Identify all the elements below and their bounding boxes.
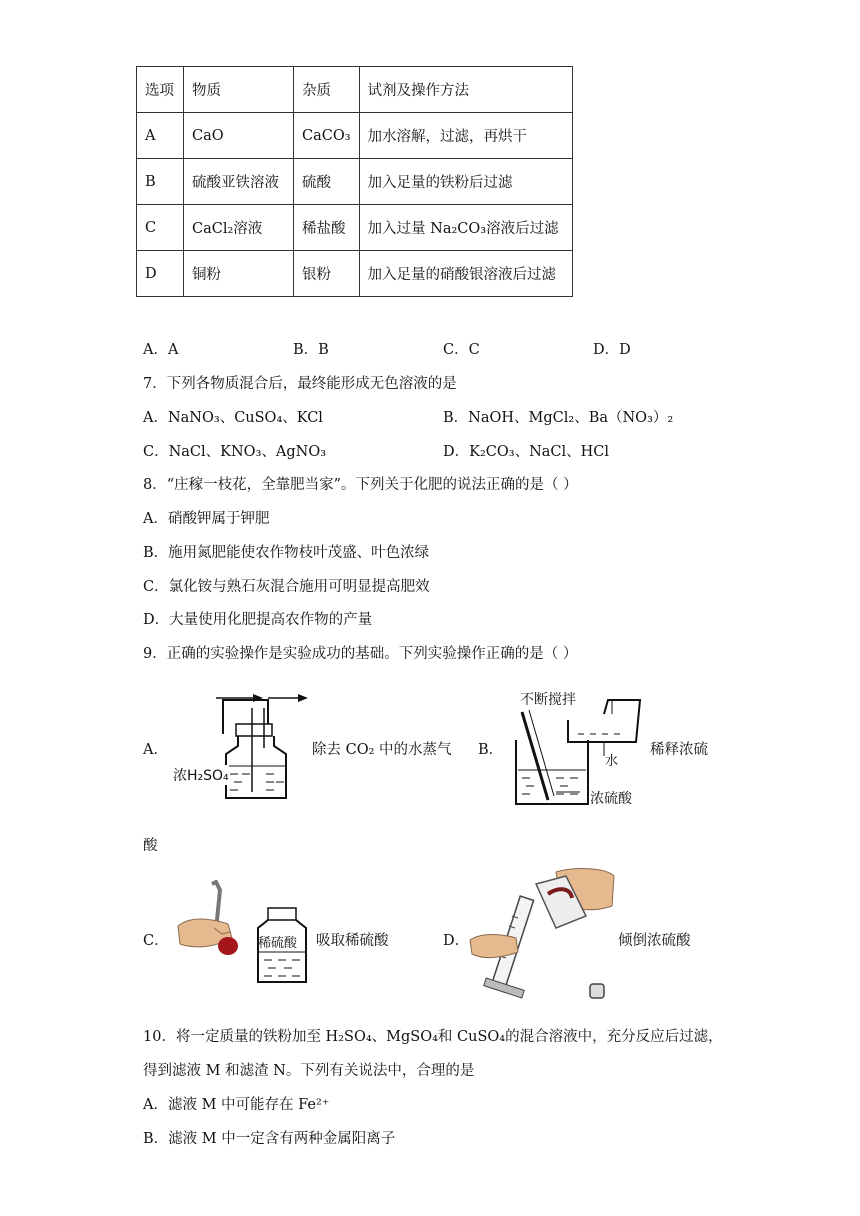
water-label: 水 bbox=[605, 754, 619, 769]
q6-option-c: C．C bbox=[443, 342, 480, 358]
header-substance: 物质 bbox=[184, 67, 294, 113]
q8-option-a: A．硝酸钾属于钾肥 bbox=[143, 511, 270, 527]
q6-option-a: A．A bbox=[143, 342, 179, 358]
q10-option-b: B．滤液 M 中一定含有两种金属阳离子 bbox=[143, 1131, 396, 1147]
q10-stem-line1: 10．将一定质量的铁粉加至 H₂SO₄、MgSO₄和 CuSO₄的混合溶液中，充分反应后过滤， bbox=[143, 1029, 723, 1045]
cell-option: C bbox=[137, 205, 184, 251]
q7-option-b: B．NaOH、MgCl₂、Ba（NO₃）₂ bbox=[443, 410, 674, 426]
table-row bbox=[137, 113, 573, 159]
q9-option-b-letter: B． bbox=[478, 742, 504, 758]
table-row bbox=[137, 159, 573, 205]
cell-substance: CaO bbox=[184, 113, 294, 159]
q9-option-a-text: 除去 CO₂ 中的水蒸气 bbox=[312, 742, 452, 758]
cell-method: 加水溶解，过滤，再烘干 bbox=[359, 113, 572, 159]
q9-option-c-text: 吸取稀硫酸 bbox=[316, 933, 389, 949]
q8-stem: 8．“庄稼一枝花，全靠肥当家”。下列关于化肥的说法正确的是（ ） bbox=[143, 477, 578, 493]
cell-impurity: CaCO₃ bbox=[294, 113, 360, 159]
cell-impurity: 银粉 bbox=[294, 251, 360, 297]
q9-option-d-letter: D． bbox=[443, 933, 470, 949]
q10-stem-line2: 得到滤液 M 和滤渣 N。下列有关说法中，合理的是 bbox=[143, 1063, 475, 1079]
cell-substance: CaCl₂溶液 bbox=[184, 205, 294, 251]
cell-option: B bbox=[137, 159, 184, 205]
conc-acid-label: 浓硫酸 bbox=[590, 791, 632, 807]
dilute-acid-label: 稀硫酸 bbox=[258, 936, 298, 951]
q9-option-b-text-cont: 酸 bbox=[143, 838, 158, 854]
table-header-row bbox=[137, 67, 573, 113]
stir-label: 不断搅拌 bbox=[520, 692, 576, 708]
cell-method: 加入过量 Na₂CO₃溶液后过滤 bbox=[359, 205, 572, 251]
pouring-figure bbox=[466, 866, 616, 1006]
q9-stem: 9．正确的实验操作是实验成功的基础。下列实验操作正确的是（ ） bbox=[143, 646, 578, 662]
q8-option-b: B．施用氮肥能使农作物枝叶茂盛、叶色浓绿 bbox=[143, 545, 430, 561]
conc-sulfuric-acid-label: 浓H₂SO₄ bbox=[173, 765, 229, 785]
q9-option-a-letter: A． bbox=[143, 742, 168, 758]
table-row bbox=[137, 251, 573, 297]
q9-option-c-letter: C． bbox=[143, 933, 169, 949]
q7-option-a: A．NaNO₃、CuSO₄、KCl bbox=[143, 410, 323, 426]
gas-washing-bottle-figure bbox=[168, 688, 308, 804]
q6-option-d: D．D bbox=[593, 342, 631, 358]
q6-option-b: B．B bbox=[293, 342, 329, 358]
q10-option-a: A．滤液 M 中可能存在 Fe²⁺ bbox=[143, 1097, 330, 1113]
q9-option-b-text: 稀释浓硫 bbox=[650, 742, 708, 758]
q7-option-c: C．NaCl、KNO₃、AgNO₃ bbox=[143, 444, 327, 460]
header-option: 选项 bbox=[137, 67, 184, 113]
impurity-table bbox=[136, 66, 573, 297]
cell-impurity: 硫酸 bbox=[294, 159, 360, 205]
table-row bbox=[137, 205, 573, 251]
cell-substance: 硫酸亚铁溶液 bbox=[184, 159, 294, 205]
q7-option-d: D．K₂CO₃、NaCl、HCl bbox=[443, 444, 610, 460]
q9-option-d-text: 倾倒浓硫酸 bbox=[618, 933, 691, 949]
dropper-hand-figure bbox=[170, 880, 260, 960]
cell-option: D bbox=[137, 251, 184, 297]
q8-option-c: C．氯化铵与熟石灰混合施用可明显提高肥效 bbox=[143, 579, 430, 595]
header-method: 试剂及操作方法 bbox=[359, 67, 572, 113]
cell-method: 加入足量的硝酸银溶液后过滤 bbox=[359, 251, 572, 297]
header-impurity: 杂质 bbox=[294, 67, 360, 113]
cell-impurity: 稀盐酸 bbox=[294, 205, 360, 251]
q7-stem: 7．下列各物质混合后，最终能形成无色溶液的是 bbox=[143, 376, 457, 392]
cell-method: 加入足量的铁粉后过滤 bbox=[359, 159, 572, 205]
q8-option-d: D．大量使用化肥提高农作物的产量 bbox=[143, 612, 373, 628]
cell-option: A bbox=[137, 113, 184, 159]
cell-substance: 铜粉 bbox=[184, 251, 294, 297]
